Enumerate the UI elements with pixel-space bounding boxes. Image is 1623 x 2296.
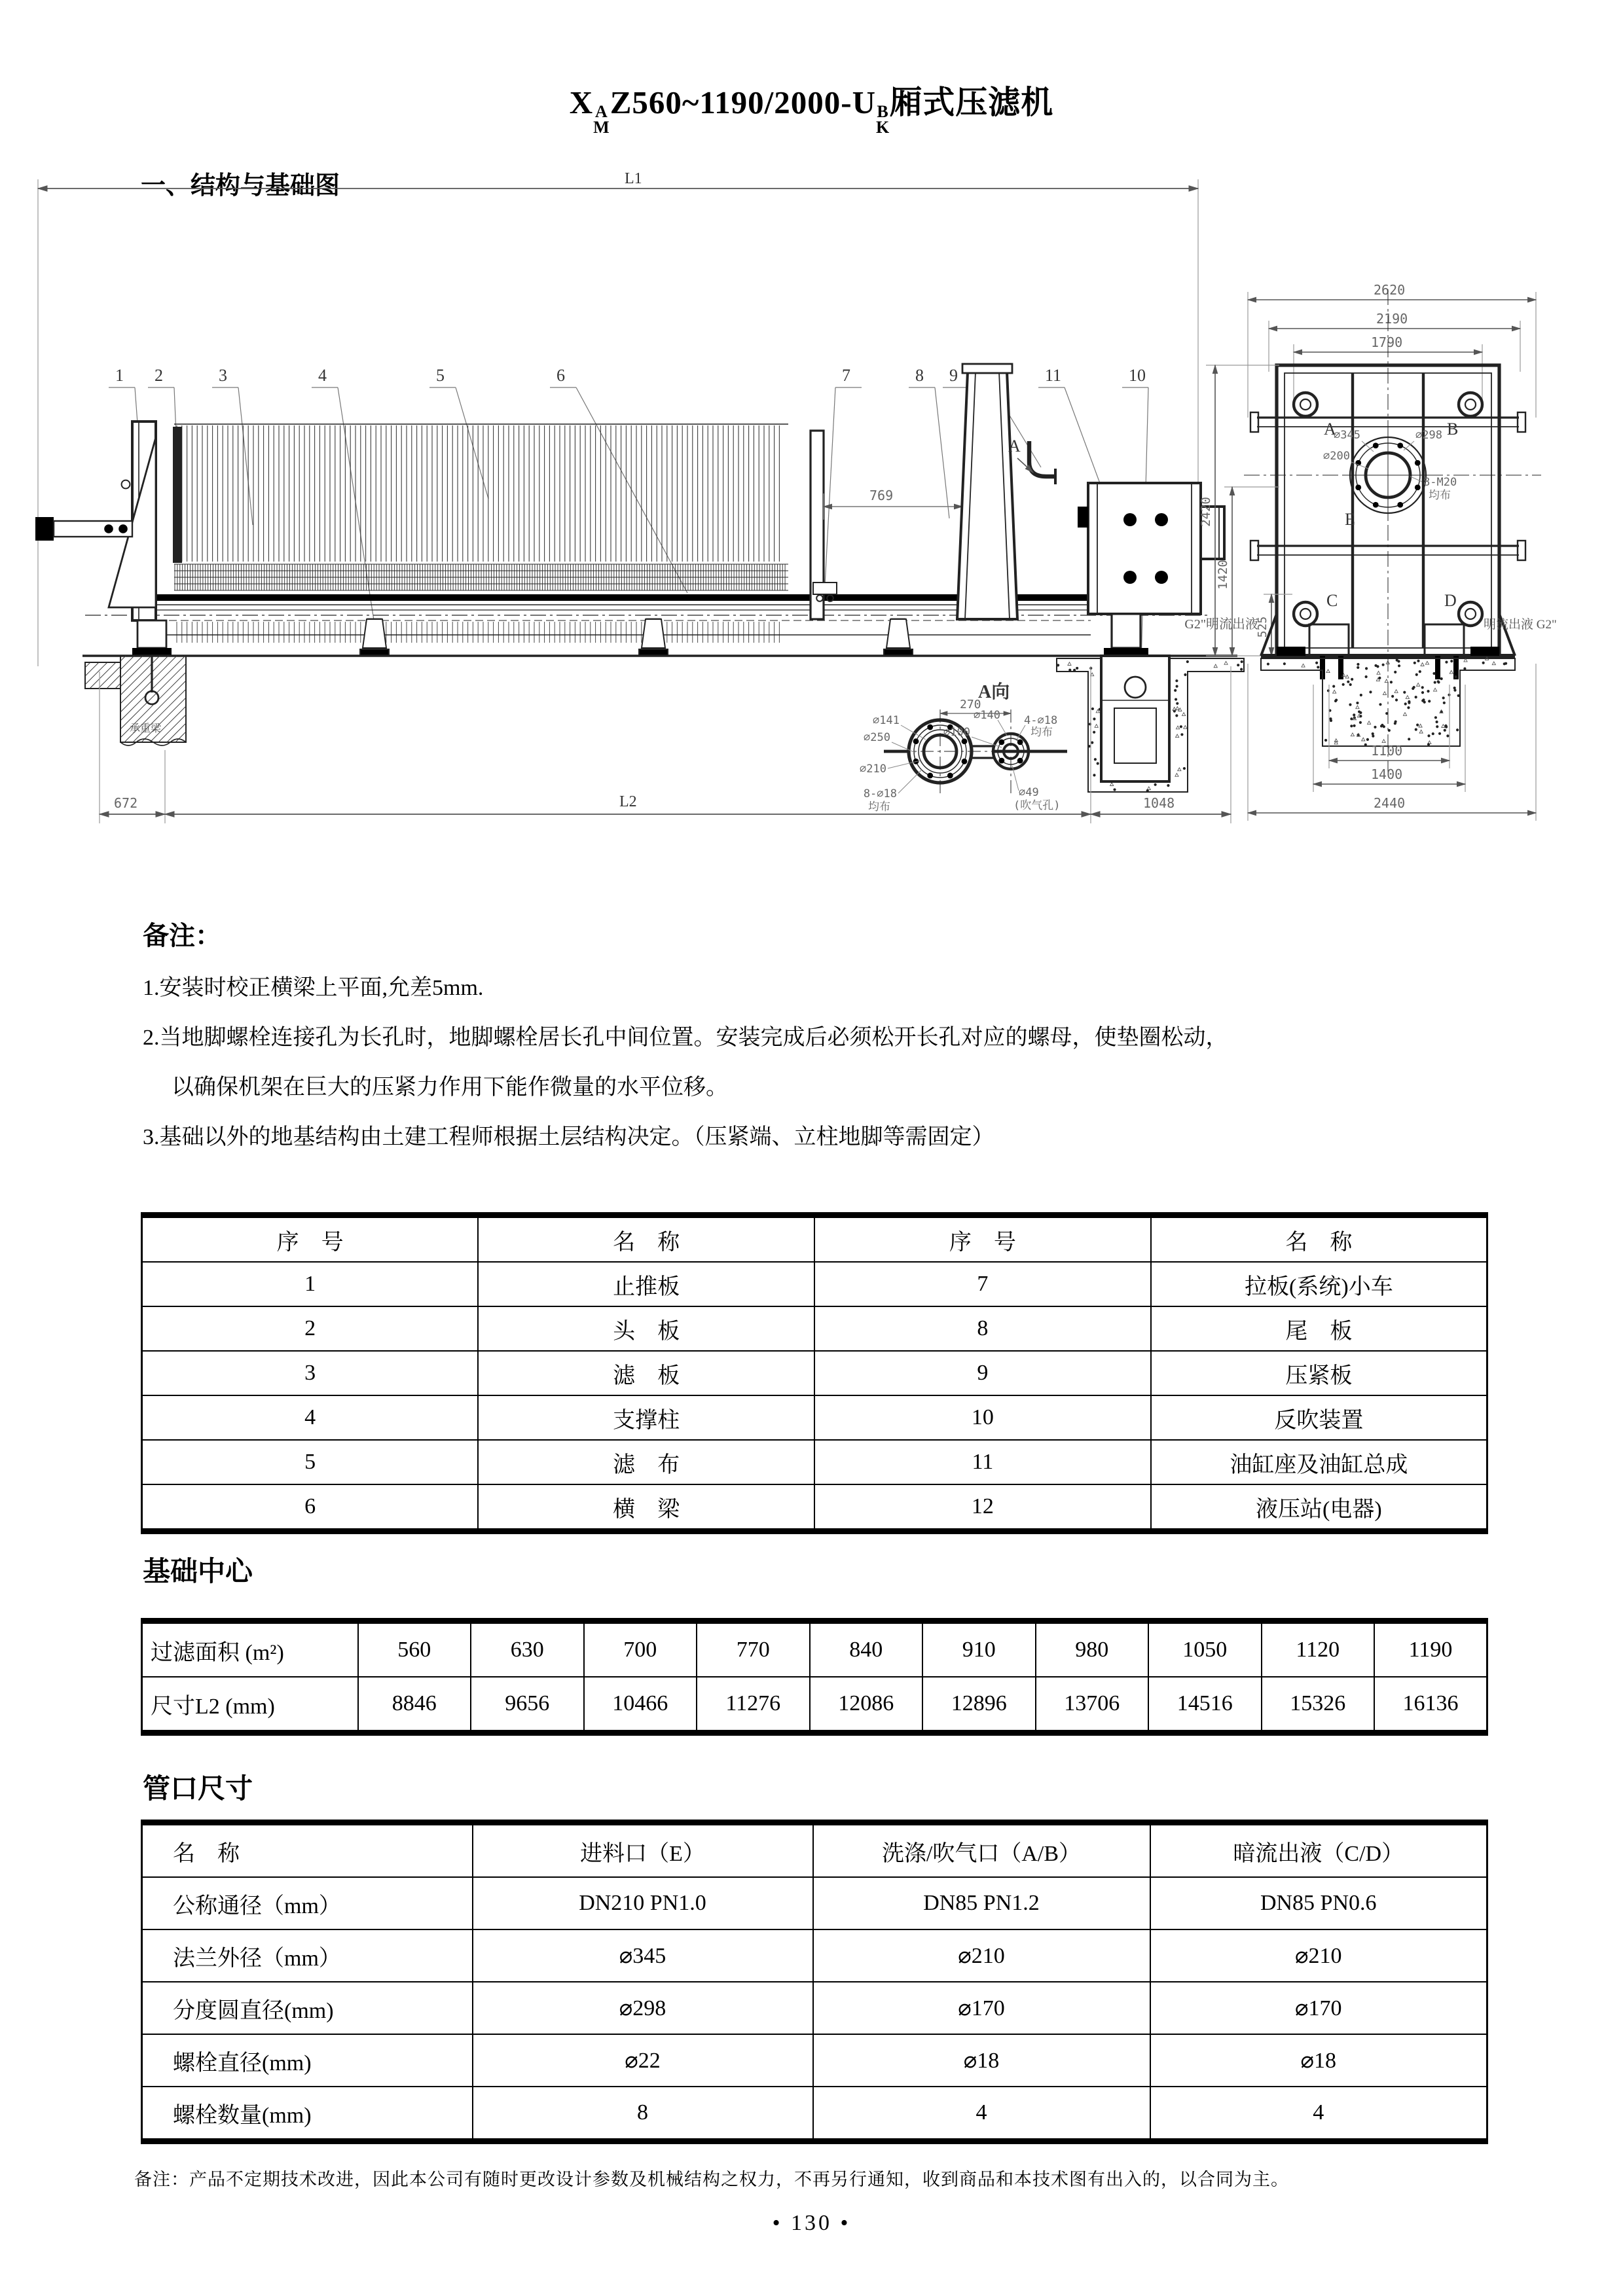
label-d49: ⌀49 (1019, 786, 1039, 799)
table-cell: 滤 布 (478, 1440, 814, 1484)
port-label-b: B (1447, 420, 1459, 439)
callout-7: 7 (842, 366, 850, 385)
left-foundation (85, 656, 186, 745)
table-cell: 700 (584, 1621, 697, 1677)
callout-11: 11 (1045, 366, 1062, 385)
table-cell: 10466 (584, 1677, 697, 1733)
dim-2420-label: 2420 (1199, 497, 1213, 527)
right-foundation (1057, 656, 1244, 792)
table-row (142, 1982, 1487, 2034)
title-sub-m: M (593, 117, 610, 137)
table-cell: 3 (142, 1351, 479, 1395)
table-cell: 名 称 (1151, 1215, 1487, 1263)
table-cell: ⌀170 (813, 1982, 1150, 2034)
table-cell: 名 称 (478, 1215, 814, 1263)
table-cell: 11276 (697, 1677, 810, 1733)
port-label-d: D (1444, 591, 1457, 610)
table-cell: 止推板 (478, 1262, 814, 1306)
callout-4: 4 (318, 366, 327, 385)
title-sub-k: K (875, 117, 890, 137)
dim-672-label: 672 (114, 795, 138, 811)
footer-note: 备注：产品不定期技术改进，因此本公司有随时更改设计参数及机械结构之权力，不再另行通知，收到商品和本技术图有出入的，以合同为主。 (134, 2170, 1289, 2189)
table-cell: 头 板 (478, 1306, 814, 1351)
notes-heading: 备注： (143, 921, 221, 950)
dim-1400-label: 1400 (1371, 766, 1403, 782)
table-cell: ⌀22 (473, 2034, 813, 2087)
side-view (35, 170, 1258, 823)
foundation-heading: 基础中心 (143, 1557, 253, 1587)
table-cell: 8846 (358, 1677, 471, 1733)
filter-plate-stack (177, 425, 779, 562)
table-cell: 15326 (1262, 1677, 1375, 1733)
title-x: X (569, 84, 594, 120)
table-cell: 5 (142, 1440, 479, 1484)
outlet-left-label: G2"明流出液 (1184, 617, 1258, 632)
table-row (142, 2034, 1487, 2087)
table-cell: 14516 (1148, 1677, 1262, 1733)
table-cell: 滤 板 (478, 1351, 814, 1395)
table-cell: 8 (473, 2087, 813, 2142)
view-a-detail (860, 681, 1067, 814)
table-cell: 法兰外径（mm） (142, 1929, 473, 1982)
port-label-a: A (1324, 420, 1336, 439)
bearing-beam-label: 承重梁 (130, 723, 162, 734)
callout-9: 9 (949, 366, 958, 385)
table-cell: 12896 (922, 1677, 1036, 1733)
table-cell: ⌀18 (1150, 2034, 1487, 2087)
callout-10b: 10 (1129, 366, 1146, 385)
title-stack-bk (876, 104, 890, 135)
label-d345: ⌀345 (1334, 429, 1360, 442)
callout-2: 2 (155, 366, 163, 385)
port-label-e: E (1345, 510, 1355, 529)
label-d100: ⌀100 (943, 726, 970, 739)
title-sup-b: B (877, 102, 889, 121)
foundation-table (141, 1618, 1488, 1736)
table-cell: 油缸座及油缸总成 (1151, 1440, 1487, 1484)
table-cell: 4 (1150, 2087, 1487, 2142)
table-cell: 暗流出液（C/D） (1150, 1823, 1487, 1878)
parts-table (141, 1212, 1488, 1534)
dim-1420-label: 1420 (1216, 560, 1230, 590)
tail-plate-frame (957, 364, 1017, 619)
dim-l2-label: L2 (619, 793, 637, 810)
title-mid: Z560~1190/2000-U (610, 84, 876, 120)
table-cell: 12086 (810, 1677, 923, 1733)
table-cell: 2 (142, 1306, 479, 1351)
table-cell: 9 (814, 1351, 1151, 1395)
table-cell: 拉板(系统)小车 (1151, 1262, 1487, 1306)
table-row (142, 1351, 1487, 1395)
table-row (142, 1395, 1487, 1440)
label-d210: ⌀210 (860, 762, 886, 776)
label-8-m20: 8-M20 (1423, 476, 1457, 489)
table-cell: 横 梁 (478, 1484, 814, 1532)
dim-2190-label: 2190 (1376, 311, 1408, 327)
title-suffix: 厢式压滤机 (890, 84, 1054, 120)
table-row (142, 1215, 1487, 1263)
table-cell: 8 (814, 1306, 1151, 1351)
table-row (142, 1262, 1487, 1306)
table-cell: 11 (814, 1440, 1151, 1484)
table-cell: 12 (814, 1484, 1151, 1532)
view-a-title: A向 (978, 682, 1010, 702)
feed-port (1342, 431, 1434, 520)
label-8-d18: 8-⌀18 (863, 787, 897, 800)
dim-769-label: 769 (869, 488, 894, 503)
table-cell: 7 (814, 1262, 1151, 1306)
table-cell: 尾 板 (1151, 1306, 1487, 1351)
dim-2620-label: 2620 (1374, 282, 1406, 298)
table-cell: 序 号 (142, 1215, 479, 1263)
table-cell: 4 (813, 2087, 1150, 2142)
table-cell: 序 号 (814, 1215, 1151, 1263)
page-title (0, 77, 1623, 135)
table-row (142, 1877, 1487, 1929)
title-stack-am (593, 104, 610, 135)
label-d250: ⌀250 (864, 731, 890, 744)
table-cell: 1190 (1374, 1621, 1487, 1677)
note-line-2: 2.当地脚螺栓连接孔为长孔时，地脚螺栓居长孔中间位置。安装完成后必须松开长孔对应的螺母，使垫圈松动， (143, 1026, 1228, 1050)
notes-block (143, 963, 1531, 1162)
page-number: • 130 • (772, 2211, 851, 2235)
label-evenly-2: 均布 (1030, 726, 1053, 739)
outlet-right-label: 明流出液 G2" (1484, 618, 1557, 632)
table-row (142, 1929, 1487, 1982)
table-cell: 洗涤/吹气口（A/B） (813, 1823, 1150, 1878)
table-cell: 770 (697, 1621, 810, 1677)
table-cell: DN85 PN0.6 (1150, 1877, 1487, 1929)
label-d49-note: (吹气孔) (1013, 799, 1061, 812)
table-cell: 液压站(电器) (1151, 1484, 1487, 1532)
callout-5: 5 (436, 366, 445, 385)
table-cell: 13706 (1036, 1677, 1149, 1733)
table-cell: 分度圆直径(mm) (142, 1982, 473, 2034)
table-cell: 公称通径（mm） (142, 1877, 473, 1929)
end-view (1199, 282, 1557, 821)
note-line-1: 1.安装时校正横梁上平面,允差5mm. (143, 976, 484, 1000)
label-evenly-1: 均布 (868, 800, 890, 814)
table-row (142, 1677, 1487, 1733)
table-cell: 1 (142, 1262, 479, 1306)
structure-foundation-drawing (33, 169, 1591, 905)
table-cell: 压紧板 (1151, 1351, 1487, 1395)
table-cell: ⌀298 (473, 1982, 813, 2034)
label-d140: ⌀140 (974, 709, 1000, 722)
table-row (142, 1823, 1487, 1878)
table-cell: ⌀210 (1150, 1929, 1487, 1982)
label-4-d18: 4-⌀18 (1024, 714, 1058, 727)
table-cell: 螺栓直径(mm) (142, 2034, 473, 2087)
table-cell: 1050 (1148, 1621, 1262, 1677)
plate-hanger-band (174, 564, 788, 590)
section-heading: 一、结构与基础图 (141, 172, 340, 200)
table-cell: 980 (1036, 1621, 1149, 1677)
table-cell: 630 (471, 1621, 584, 1677)
table-cell: 进料口（E） (473, 1823, 813, 1878)
table-cell: 支撑柱 (478, 1395, 814, 1440)
label-d141: ⌀141 (873, 714, 900, 727)
table-cell: DN210 PN1.0 (473, 1877, 813, 1929)
table-row (142, 1306, 1487, 1351)
label-evenly: 均布 (1429, 489, 1451, 502)
thrust-plate (35, 422, 172, 656)
table-cell: 910 (922, 1621, 1036, 1677)
label-d200: ⌀200 (1323, 450, 1350, 463)
dim-1100-label: 1100 (1371, 743, 1403, 759)
table-cell: 1120 (1262, 1621, 1375, 1677)
view-a-marker: A (1008, 437, 1021, 456)
callout-6: 6 (556, 366, 565, 385)
table-cell: 560 (358, 1621, 471, 1677)
callout-8: 8 (915, 366, 924, 385)
blowback-pipe (1029, 441, 1054, 476)
note-line-2b: 以确保机架在巨大的压紧力作用下能作微量的水平位移。 (172, 1075, 728, 1100)
note-line-3: 3.基础以外的地基结构由土建工程师根据土层结构决定。（压紧端、立柱地脚等需固定） (143, 1125, 994, 1149)
table-cell: 名 称 (142, 1823, 473, 1878)
table-cell: 尺寸L2 (mm) (142, 1677, 358, 1733)
table-cell: 840 (810, 1621, 923, 1677)
table-row (142, 1621, 1487, 1677)
table-cell: ⌀210 (813, 1929, 1150, 1982)
table-row (142, 1440, 1487, 1484)
dim-525-label: 525 (1256, 616, 1269, 638)
table-cell: 9656 (471, 1677, 584, 1733)
callout-3: 3 (219, 366, 227, 385)
pipe-heading: 管口尺寸 (143, 1774, 253, 1804)
table-cell: 反吹装置 (1151, 1395, 1487, 1440)
table-cell: 16136 (1374, 1677, 1487, 1733)
dim-l1-label: L1 (625, 170, 642, 187)
dim-1048-label: 1048 (1143, 795, 1175, 811)
dim-2440-label: 2440 (1374, 795, 1406, 811)
dim-1790-label: 1790 (1371, 334, 1403, 350)
table-cell: ⌀170 (1150, 1982, 1487, 2034)
port-label-c: C (1326, 591, 1338, 610)
table-cell: 10 (814, 1395, 1151, 1440)
pipe-table (141, 1820, 1488, 2144)
table-cell: DN85 PN1.2 (813, 1877, 1150, 1929)
label-d298: ⌀298 (1415, 429, 1442, 442)
table-cell: 4 (142, 1395, 479, 1440)
table-cell: ⌀345 (473, 1929, 813, 1982)
table-row (142, 1484, 1487, 1532)
title-sup-a: A (595, 102, 608, 121)
callout-1: 1 (115, 366, 124, 385)
dim-270-label: 270 (960, 698, 981, 711)
plate-lower-stack (177, 622, 779, 643)
table-cell: ⌀18 (813, 2034, 1150, 2087)
table-cell: 6 (142, 1484, 479, 1532)
table-cell: 过滤面积 (m²) (142, 1621, 358, 1677)
table-cell: 螺栓数量(mm) (142, 2087, 473, 2142)
table-row (142, 2087, 1487, 2142)
